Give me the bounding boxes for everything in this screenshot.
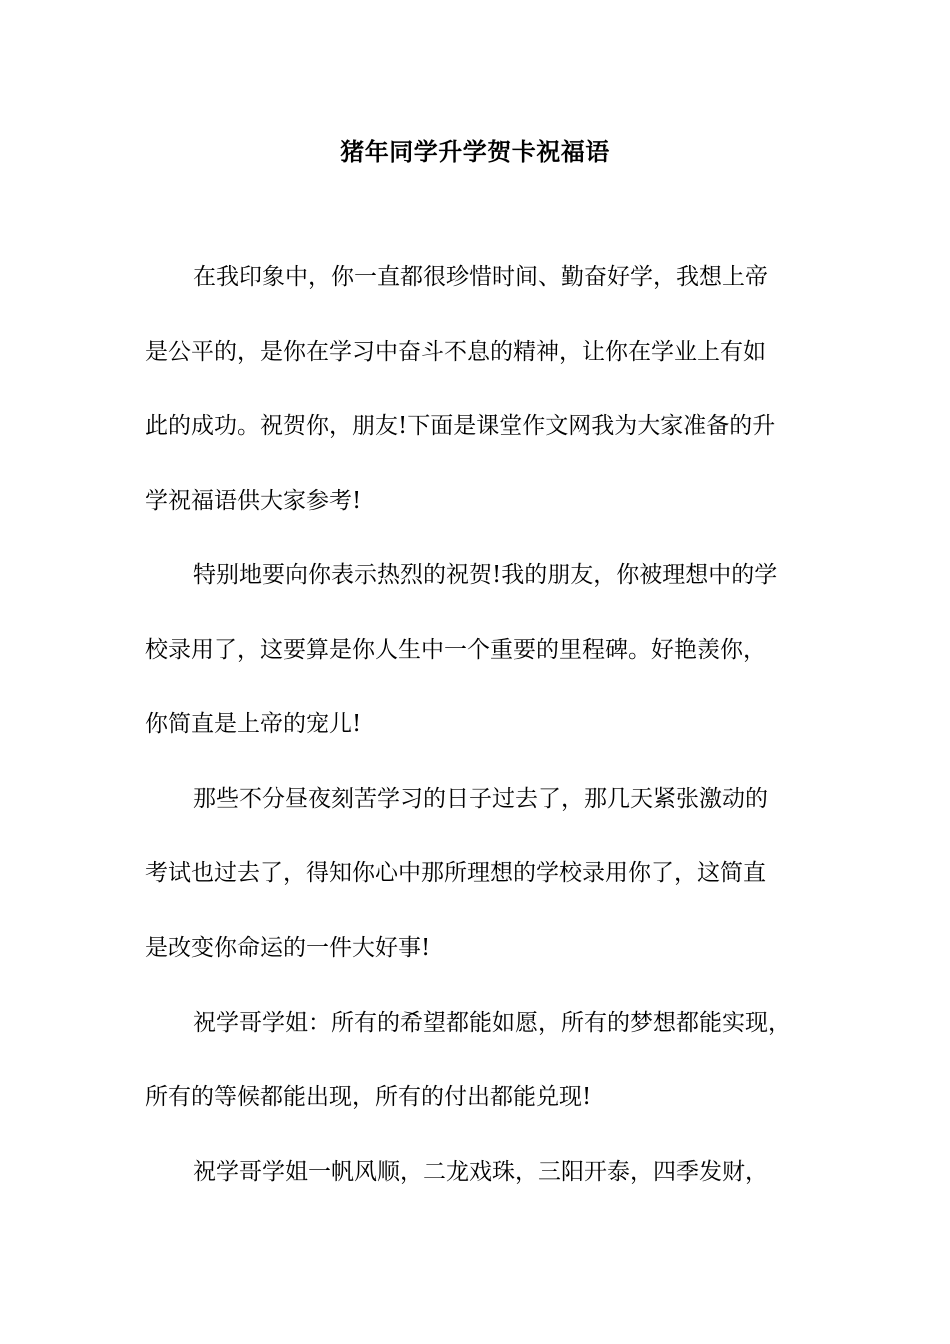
paragraph-line: 祝学哥学姐：所有的希望都能如愿，所有的梦想都能实现， — [193, 1010, 791, 1036]
paragraph-line: 此的成功。祝贺你，朋友!下面是课堂作文网我为大家准备的升 — [145, 413, 776, 439]
paragraph-line: 那些不分昼夜刻苦学习的日子过去了，那几天紧张激动的 — [193, 786, 768, 812]
paragraph-line: 是公平的，是你在学习中奋斗不息的精神，让你在学业上有如 — [145, 339, 766, 365]
paragraph-line: 学祝福语供大家参考! — [145, 488, 362, 514]
paragraph-line: 你简直是上帝的宠儿! — [145, 711, 362, 737]
paragraph-line: 祝学哥学姐一帆风顺，二龙戏珠，三阳开泰，四季发财， — [193, 1159, 768, 1185]
document-title: 猪年同学升学贺卡祝福语 — [340, 137, 610, 166]
paragraph-line: 特别地要向你表示热烈的祝贺!我的朋友，你被理想中的学 — [193, 562, 778, 588]
paragraph-line: 所有的等候都能出现，所有的付出都能兑现! — [145, 1084, 592, 1110]
paragraph-line: 考试也过去了，得知你心中那所理想的学校录用你了，这简直 — [145, 860, 766, 886]
paragraph-line: 校录用了，这要算是你人生中一个重要的里程碑。好艳羡你， — [145, 637, 766, 663]
paragraph-line: 是改变你命运的一件大好事! — [145, 935, 431, 961]
paragraph-line: 在我印象中，你一直都很珍惜时间、勤奋好学，我想上帝 — [193, 264, 768, 290]
